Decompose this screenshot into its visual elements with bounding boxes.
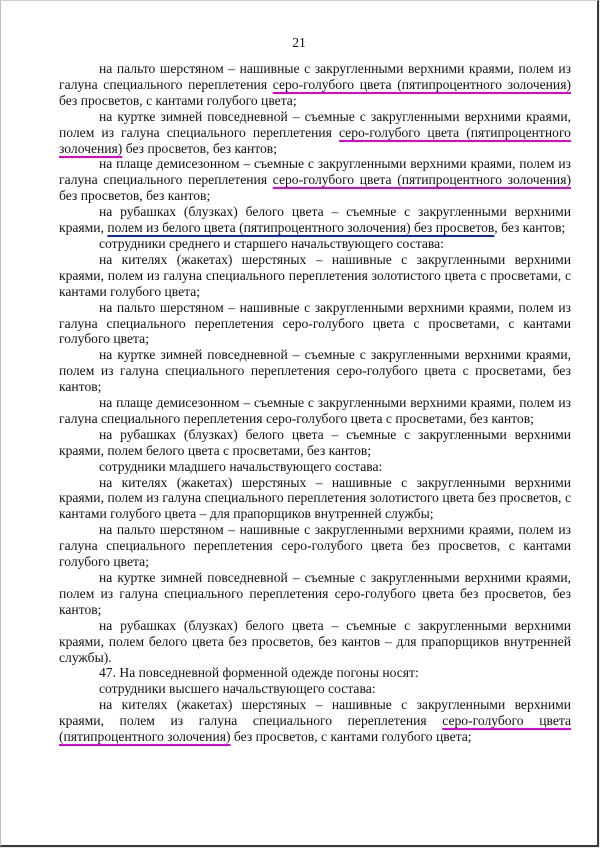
paragraph (59, 459, 571, 475)
text-run: на плаще демисезонном – съемные с закругленными верхними краями, полем из галуна специального переплетения (59, 156, 571, 188)
text-run: , без кантов; (494, 220, 566, 236)
magenta-underline-highlight: серо-голубого цвета (пятипроцентного золочения) (59, 124, 571, 156)
paragraph (59, 475, 571, 523)
text-run: без просветов, без кантов; (122, 140, 277, 156)
text-run: на рубашках (блузках) белого цвета – съемные с закругленными верхними краями, полем белого цвета с просветами, без кантов; (59, 426, 571, 458)
paragraph (59, 697, 571, 745)
document-body (59, 61, 571, 745)
paragraph (59, 236, 571, 252)
text-run: на куртке зимней повседневной – съемные с закругленными верхними краями, полем из галуна специального переплетения серо-голубого цвета с просветами, без кантов; (59, 347, 571, 395)
paragraph (59, 300, 571, 348)
text-run: на пальто шерстяном – нашивные с закругленными верхними краями, полем из галуна специального переплетения серо-голубого цвета без просветов, с кантами голубого цвета; (59, 522, 571, 570)
text-run: на кителях (жакетах) шерстяных – нашивные с закругленными верхними краями, полем из галуна специального переплетения золотистого цвета с просветами, с кантами голубого цвета; (59, 251, 571, 299)
magenta-underline-highlight: серо-голубого цвета (пятипроцентного золочения) (272, 172, 571, 188)
text-run: на кителях (жакетах) шерстяных – нашивные с закругленными верхними краями, полем из галуна специального переплетения золотистого цвета без просветов, с кантами голубого цвета – для прапорщиков внутренней службы; (59, 474, 571, 522)
paragraph (59, 109, 571, 157)
paragraph (59, 522, 571, 570)
paragraph (59, 156, 571, 204)
magenta-underline-highlight: серо-голубого цвета (пятипроцентного золочения) (59, 713, 571, 745)
text-run: сотрудники среднего и старшего начальствующего состава: (99, 235, 444, 251)
paragraph (59, 395, 571, 427)
text-run: без просветов, без кантов; (59, 188, 211, 204)
text-run: на рубашках (блузках) белого цвета – съемные с закругленными верхними краями, полем белого цвета без просветов, без кантов – для прапорщиков внутренней службы). (59, 617, 571, 665)
paragraph (59, 252, 571, 300)
text-run: на пальто шерстяном – нашивные с закругленными верхними краями, полем из галуна специального переплетения серо-голубого цвета с просветами, с кантами голубого цвета; (59, 299, 571, 347)
text-run: сотрудники младшего начальствующего состава: (99, 458, 383, 474)
text-run: на кителях (жакетах) шерстяных – нашивные с закругленными верхними краями, полем из галуна специального переплетения (59, 697, 571, 729)
paragraph (59, 681, 571, 697)
text-run: 47. На повседневной форменной одежде погоны носят: (99, 665, 419, 681)
page-number: 21 (292, 35, 306, 50)
paragraph (59, 61, 571, 109)
text-run: сотрудники высшего начальствующего состава: (99, 681, 376, 697)
paragraph (59, 427, 571, 459)
paragraph (59, 347, 571, 395)
paragraph (59, 618, 571, 666)
text-run: на пальто шерстяном – нашивные с закругленными верхними краями, полем из галуна специального переплетения (59, 61, 571, 92)
magenta-underline-highlight: серо-голубого цвета (пятипроцентного золочения) (272, 76, 571, 92)
paragraph (59, 570, 571, 618)
text-run: на рубашках (блузках) белого цвета – съемные с закругленными верхними краями, (59, 204, 571, 236)
paragraph (59, 204, 571, 236)
blue-underline-highlight: полем из белого цвета (пятипроцентного золочения) без просветов (107, 220, 495, 236)
text-run: на куртке зимней повседневной – съемные с закругленными верхними краями, полем из галуна специального переплетения серо-голубого цвета без просветов, без кантов; (59, 570, 571, 617)
text-run: без просветов, с кантами голубого цвета; (230, 729, 472, 745)
text-run: на куртке зимней повседневной – съемные с закругленными верхними краями, полем из галуна специального переплетения (59, 108, 571, 140)
text-run: без просветов, с кантами голубого цвета; (59, 92, 297, 108)
text-run: на плаще демисезонном – съемные с закругленными верхними краями, полем из галуна специального переплетения серо-голубого цвета с просветами, без кантов; (59, 395, 571, 426)
paragraph (59, 665, 571, 681)
